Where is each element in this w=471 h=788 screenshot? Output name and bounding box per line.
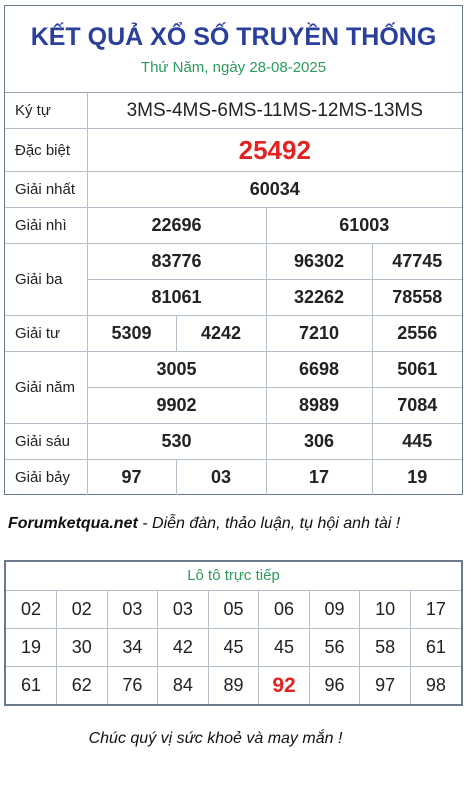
results-header xyxy=(5,6,462,93)
ba-value: 83776 xyxy=(87,244,266,280)
loto-number: 19 xyxy=(6,629,57,667)
loto-number: 96 xyxy=(309,667,360,705)
loto-number: 56 xyxy=(309,629,360,667)
loto-number: 42 xyxy=(158,629,209,667)
loto-number: 09 xyxy=(309,591,360,629)
loto-number: 30 xyxy=(57,629,108,667)
ba-value: 96302 xyxy=(266,244,372,280)
bay-value: 03 xyxy=(176,460,266,496)
nhi-label: Giải nhì xyxy=(5,208,87,244)
nam-value: 3005 xyxy=(87,352,266,388)
loto-number: 03 xyxy=(107,591,158,629)
bay-value: 97 xyxy=(87,460,176,496)
row-dac-biet xyxy=(5,129,462,172)
row-giai-sau xyxy=(5,424,462,460)
site-link[interactable]: Forumketqua.net xyxy=(8,515,138,532)
results-panel xyxy=(4,5,463,495)
loto-number: 17 xyxy=(410,591,461,629)
ky-tu-value: 3MS-4MS-6MS-11MS-12MS-13MS xyxy=(87,93,462,129)
loto-number: 02 xyxy=(6,591,57,629)
tu-value: 4242 xyxy=(176,316,266,352)
loto-number: 45 xyxy=(259,629,310,667)
loto-number: 10 xyxy=(360,591,411,629)
ba-value: 81061 xyxy=(87,280,266,316)
loto-row xyxy=(6,667,461,705)
row-giai-nam xyxy=(5,352,462,388)
dac-biet-value: 25492 xyxy=(87,129,462,172)
dac-biet-label: Đặc biệt xyxy=(5,129,87,172)
tu-value: 7210 xyxy=(266,316,372,352)
row-giai-tu xyxy=(5,316,462,352)
sau-value: 306 xyxy=(266,424,372,460)
nhi-value: 22696 xyxy=(87,208,266,244)
loto-number: 97 xyxy=(360,667,411,705)
nhi-value: 61003 xyxy=(266,208,462,244)
ba-label: Giải ba xyxy=(5,244,87,316)
loto-number: 34 xyxy=(107,629,158,667)
nam-value: 7084 xyxy=(372,388,462,424)
tu-value: 2556 xyxy=(372,316,462,352)
draw-date: Thứ Năm, ngày 28-08-2025 xyxy=(140,59,327,76)
sau-value: 530 xyxy=(87,424,266,460)
loto-number: 02 xyxy=(57,591,108,629)
nam-label: Giải năm xyxy=(5,352,87,424)
row-ky-tu xyxy=(5,93,462,129)
row-giai-bay xyxy=(5,460,462,496)
results-table xyxy=(5,93,462,495)
slogan-text: - Diễn đàn, thảo luận, tụ hội anh tài ! xyxy=(137,515,401,532)
loto-number: 76 xyxy=(107,667,158,705)
tu-label: Giải tư xyxy=(5,316,87,352)
loto-row xyxy=(6,629,461,667)
site-slogan xyxy=(8,515,400,533)
row-giai-nhi xyxy=(5,208,462,244)
loto-number: 03 xyxy=(158,591,209,629)
loto-title: Lô tô trực tiếp xyxy=(6,562,461,591)
page-title: KẾT QUẢ XỔ SỐ TRUYỀN THỐNG xyxy=(30,23,437,51)
loto-number: 61 xyxy=(410,629,461,667)
nhat-value: 60034 xyxy=(87,172,462,208)
nhat-label: Giải nhất xyxy=(5,172,87,208)
bay-label: Giải bảy xyxy=(5,460,87,496)
nam-value: 6698 xyxy=(266,352,372,388)
nam-value: 5061 xyxy=(372,352,462,388)
ba-value: 78558 xyxy=(372,280,462,316)
bay-value: 17 xyxy=(266,460,372,496)
ba-value: 47745 xyxy=(372,244,462,280)
row-giai-nhat xyxy=(5,172,462,208)
ba-value: 32262 xyxy=(266,280,372,316)
loto-number: 62 xyxy=(57,667,108,705)
footer-message: Chúc quý vị sức khoẻ và may mắn ! xyxy=(88,730,343,747)
loto-number: 92 xyxy=(259,667,310,705)
sau-value: 445 xyxy=(372,424,462,460)
nam-value: 9902 xyxy=(87,388,266,424)
sau-label: Giải sáu xyxy=(5,424,87,460)
loto-table xyxy=(6,591,461,704)
loto-number: 84 xyxy=(158,667,209,705)
tu-value: 5309 xyxy=(87,316,176,352)
bay-value: 19 xyxy=(372,460,462,496)
loto-number: 58 xyxy=(360,629,411,667)
loto-number: 61 xyxy=(6,667,57,705)
loto-number: 98 xyxy=(410,667,461,705)
ky-tu-label: Ký tự xyxy=(5,93,87,129)
loto-number: 89 xyxy=(208,667,259,705)
loto-row xyxy=(6,591,461,629)
nam-value: 8989 xyxy=(266,388,372,424)
row-giai-ba xyxy=(5,244,462,280)
loto-number: 06 xyxy=(259,591,310,629)
loto-number: 45 xyxy=(208,629,259,667)
loto-panel xyxy=(4,560,463,706)
loto-number: 05 xyxy=(208,591,259,629)
